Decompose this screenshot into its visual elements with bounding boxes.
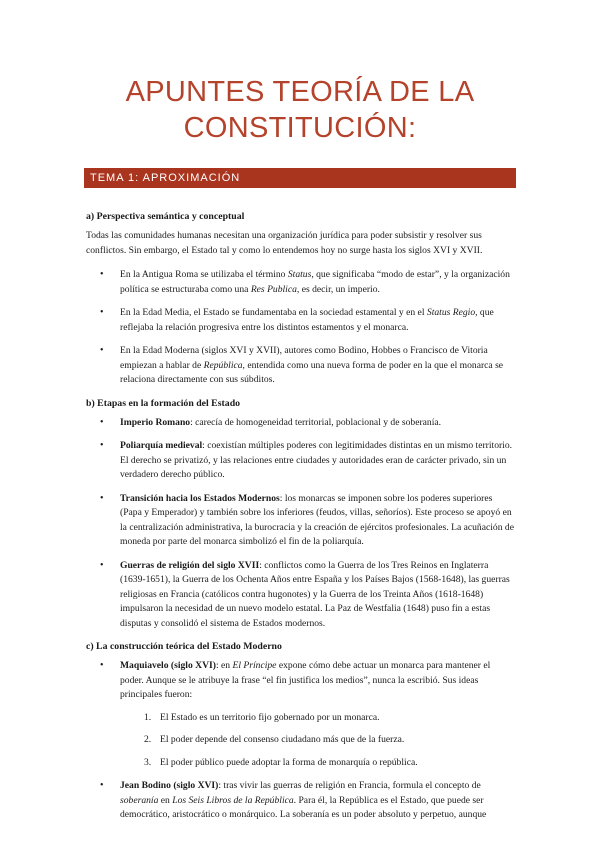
tema-heading-bar: TEMA 1: APROXIMACIÓN xyxy=(84,168,516,188)
list-item: • Jean Bodino (siglo XVI): tras vivir las guerras de religión en Francia, formula el concepto de soberanía en Los Seis Libros de la República. Para él, la República es el Estado, que puede ser democrático, aristocrático o monárquico. La soberanía es un poder absoluto y perpetuo, aunque xyxy=(86,779,516,823)
title-line-1: APUNTES TEORÍA DE LA xyxy=(125,76,475,108)
list-item: • En la Edad Moderna (siglos XVI y XVII), autores como Bodino, Hobbes o Francisco de Vitoria empiezan a hablar de República, entendida como una nueva forma de poder en la que el monarca se relaciona directamente con sus súbditos. xyxy=(86,344,516,388)
list-item: • Transición hacia los Estados Modernos: los monarcas se imponen sobre los poderes superiores (Papa y Emperador) y también sobre los inferiores (feudos, villas, señoríos). Este proceso se apoyó en la centralización administrativa, la burocracia y la creación de ejércitos profesionales. La acuñación de moneda por parte del monarca simbolizó el fin de la poliarquía. xyxy=(86,492,516,550)
section-b-heading: b) Etapas en la formación del Estado xyxy=(86,397,241,409)
list-item: • En la Edad Media, el Estado se fundamentaba en la sociedad estamental y en el Status Regio, que reflejaba la relación progresiva entre los distintos estamentos y el monarca. xyxy=(86,306,516,335)
numbered-item: 2. El poder depende del consenso ciudadano más que de la fuerza. xyxy=(144,734,405,745)
list-item: • Guerras de religión del siglo XVII: conflictos como la Guerra de los Tres Reinos en Inglaterra (1639-1651), la Guerra de los Ochenta Años entre España y los Países Bajos (1568-1648), las guerras religiosas en Francia (católicos contra hugonotes) y la Guerra de los Treinta Años (1618-1648) impulsaron la necesidad de un nuevo modelo estatal. La Paz de Westfalia (1648) puso fin a estas disputas y consolidó el sistema de Estados modernos. xyxy=(86,559,516,632)
numbered-list xyxy=(120,711,516,771)
section-c-heading: c) La construcción teórica del Estado Moderno xyxy=(86,641,282,652)
numbered-item: 3. El poder público puede adoptar la forma de monarquía o república. xyxy=(144,756,418,768)
section-a-intro: Todas las comunidades humanas necesitan una organización jurídica para poder subsistir y resolver sus conflictos. Sin embargo, el Estado tal y como lo entendemos hoy no surge hasta los siglos XVI y XVII. xyxy=(86,230,483,256)
section-c-list xyxy=(86,659,516,823)
section-b-list xyxy=(86,416,516,632)
section-a-list xyxy=(86,268,516,388)
section-a-heading: a) Perspectiva semántica y conceptual xyxy=(86,211,245,222)
document-title xyxy=(0,74,600,146)
list-item: • Imperio Romano: carecía de homogeneidad territorial, poblacional y de soberanía. xyxy=(86,416,516,431)
list-item: • Maquiavelo (siglo XVI): en El Príncipe expone cómo debe actuar un monarca para mantener el poder. Aunque se le atribuye la frase “el fin justifica los medios”, nunca la escribió. Sus ideas principales fueron: 1. El Estado es un territorio fijo gobernado por un monarca. 2. El poder depende del consenso ciudadano más que de la fuerza. 3. El poder público puede adoptar la forma de monarquía o república. xyxy=(86,659,516,770)
numbered-item: 1. El Estado es un territorio fijo gobernado por un monarca. xyxy=(144,711,380,723)
document-body xyxy=(86,210,516,832)
list-item: • Poliarquía medieval: coexistían múltiples poderes con legitimidades distintas en un mismo territorio. El derecho se privatizó, y las relaciones entre ciudades y autoridades eran de carácter privado, sin un verdadero derecho público. xyxy=(86,439,516,483)
title-line-2: CONSTITUCIÓN: xyxy=(183,112,417,144)
list-item: • En la Antigua Roma se utilizaba el término Status, que significaba “modo de estar”, y la organización política se estructuraba como una Res Publica, es decir, un imperio. xyxy=(86,268,516,297)
